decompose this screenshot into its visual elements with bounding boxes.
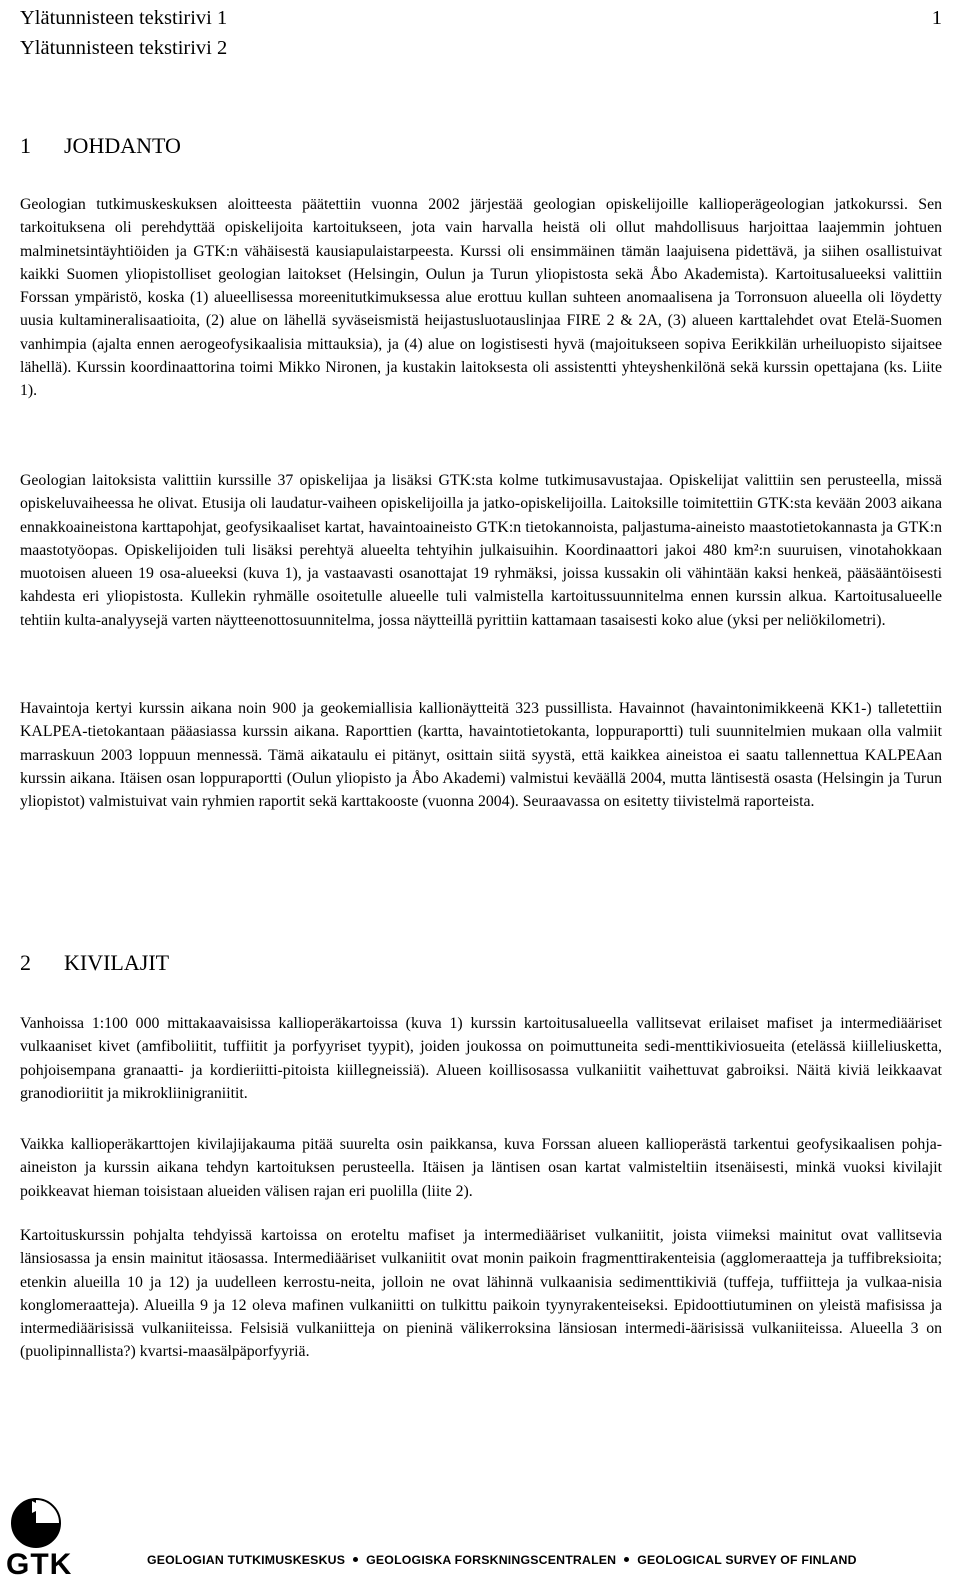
gtk-logo (6, 1493, 116, 1581)
bullet-separator (353, 1557, 358, 1562)
org-name-swedish: GEOLOGISKA FORSKNINGSCENTRALEN (366, 1553, 617, 1567)
logo-text: GTK (6, 1548, 73, 1581)
header-line-2: Ylätunnisteen tekstirivi 2 (20, 37, 228, 59)
paragraph: Kartoituskurssin pohjalta tehdyissä kartoissa on eroteltu mafiset ja intermediääriset vulkaniitit, joista viimeksi mainitut ovat vallitsevia länsiosassa ja ensin mainitut itäosassa. Intermediääriset vulkaniitit ovat monin paikoin fragmenttirakenteisia (agglomeraatteja ja tuffibreksioita; etenkin alueilla 10 ja 12) ja uudelleen kerrostu-neita, jolloin ne ovat lähinnä vulkaanisia sedimenttikiviä (tuffeja, tuffiitteja ja vulkaa-nisia konglomeraatteja). Alueilla 9 ja 12 oleva mafinen vulkaniitti on tulkittu paikoin tyynyrakenteiseksi. Epidoottiutuminen on yleistä mafisissa ja intermediäärisissä vulkaniiteissa. Felsisiä vulkaniitteja on pieninä välikerroksina länsiosan intermedi-äärisissä vulkaniiteissa. Alueella 3 on (puolipinnallista?) kvartsi-maasälpäporfyyriä. (20, 1227, 942, 1361)
section-number: 1 (20, 133, 31, 158)
org-name-english: GEOLOGICAL SURVEY OF FINLAND (637, 1553, 857, 1567)
header-line-1: Ylätunnisteen tekstirivi 1 (20, 7, 228, 29)
section-title: KIVILAJIT (64, 950, 170, 975)
section-heading-kivilajit (20, 950, 169, 976)
page-number: 1 (931, 7, 942, 29)
section-title: JOHDANTO (64, 133, 181, 158)
page-header (20, 3, 942, 63)
page-footer (0, 1485, 960, 1581)
section-number: 2 (20, 950, 31, 975)
paragraph: Vaikka kallioperäkarttojen kivilajijakauma pitää suurelta osin paikkansa, kuva Forssan alueen kallioperästä tarkentui geofysikaalisen pohja-aineiston ja kurssin aikana tehdyn kartoituksen perusteella. Itäisen ja läntisen osan kartat valmisteltiin itsenäisesti, minkä vuoksi kivilajit poikkeavat hieman toisistaan alueiden välisen rajan eri puolilla (liite 2). (20, 1136, 942, 1200)
gtk-logo-icon (8, 1493, 64, 1549)
section-heading-johdanto (20, 133, 181, 159)
paragraph: Geologian tutkimuskeskuksen aloitteesta päätettiin vuonna 2002 järjestää geologian opiskelijoille kallioperägeologian jatkokurssi. Sen tarkoituksena oli perehdyttää opiskelijoita kartoitukseen, jota vain harvalla heistä oli ollut mahdollisuus harjoittaa laajemmin johtuen malminetsintäyhtiöiden ja GTK:n vähäisestä kausiapulaistarpeesta. Kurssi oli ensimmäinen tämän laajuisena pidettävä, ja siihen osallistuivat kaikki Suomen yliopistolliset geologian laitokset (Helsingin, Oulun ja Turun yliopistosta sekä Åbo Akademista). Kartoitusalueeksi valittiin Forssan ympäristö, koska (1) alueellisessa moreenitutkimuksessa alue erottuu kullan suhteen anomaalisena ja Torronsuon alueella oli löydetty uusia kultamineralisaatioita, (2) alue on lähellä syväseismistä heijastusluotauslinjaa FIRE 2 & 2A, (3) alueen karttalehdet ovat Etelä-Suomen vanhimpia (ajalta ennen aerogeofysikaalisia mittauksia), ja (4) alue on logistisesti hyvä (majoitukseen sopiva Eerikkilän urheiluopisto sijaitsee lähellä). Kurssin koordinaattorina toimi Mikko Nironen, ja kustakin laitoksesta oli assistentti yhteyshenkilönä sekä kurssin opettajana (ks. Liite 1). (20, 196, 942, 400)
paragraph: Vanhoissa 1:100 000 mittakaavaisissa kallioperäkartoissa (kuva 1) kurssin kartoitusalueella vallitsevat erilaiset mafiset ja intermediääriset vulkaaniset kivet (amfiboliitit, tuffiitit ja porfyyriset tyypit), joiden joukossa on poimuttuneita sedi-menttikiviosueita (etelässä kiilleliusketta, pohjoisempana granaatti- ja kordieriitti-pitoista kiillegneissiä). Alueen koillisosassa vulkaniitit vaihettuvat gabroiksi. Näitä kiviä leikkaavat granodioriitit ja mikrokliinigraniitit. (20, 1015, 942, 1102)
paragraph: Geologian laitoksista valittiin kurssille 37 opiskelijaa ja lisäksi GTK:sta kolme tutkimusavustajaa. Opiskelijat valittiin sen perusteella, missä opiskeluvaiheessa he olivat. Etusija oli laudatur-vaiheen opiskelijoilla ja jatko-opiskelijoilla. Laitoksille toimitettiin GTK:sta kevään 2003 aikana ennakkoaineistona karttapohjat, geofysikaaliset kartat, havaintoaineisto GTK:n tietokannoista, paljastuma-aineisto maastotietokannasta ja GTK:n maastotyöopas. Opiskelijoiden tuli lisäksi perehtyä alueelta tehtyihin julkaisuihin. Koordinaattori jakoi 480 km²:n suuruisen, vinotahokkaan muotoisen alueen 19 osa-alueeksi (kuva 1), ja vastaavasti osanottajat 19 ryhmäksi, joissa kussakin oli vähintään kaksi henkeä, pääsääntöisesti kahdesta eri yliopistosta. Kullekin ryhmälle osoitetulle alueelle tuli valmistella kartoitussuunnitelma ennen kurssin alkua. Kartoitusalueelle tehtiin kulta-analyysejä varten näytteenottosuunnitelma, jossa näytteillä pyrittiin kattamaan tasaisesti koko alue (yksi per neliökilometri). (20, 472, 942, 629)
paragraph: Havaintoja kertyi kurssin aikana noin 900 ja geokemiallisia kallionäytteitä 323 pussillista. Havainnot (havaintonimikkeenä KK1-) talletettiin KALPEA-tietokantaan pääasiassa kurssin aikana. Raporttien (kartta, havaintotietokanta, loppuraportti) tuli suunnitelmien mukaan olla valmiit marraskuun 2003 loppuun mennessä. Tämä aikataulu ei pitänyt, osittain siitä syystä, että kaikkea aineistoa ei saatu tallennettua KALPEAan kurssin aikana. Itäisen osan loppuraportti (Oulun yliopisto ja Åbo Akademi) valmistui keväällä 2004, mutta läntisestä osasta (Helsingin ja Turun yliopistot) valmistuivat vain ryhmien raportit sekä karttakooste (vuonna 2004). Seuraavassa on esitetty tiivistelmä raporteista. (20, 700, 942, 811)
org-name-finnish: GEOLOGIAN TUTKIMUSKESKUS (147, 1553, 346, 1567)
bullet-separator (624, 1557, 629, 1562)
organization-names (147, 1553, 857, 1567)
